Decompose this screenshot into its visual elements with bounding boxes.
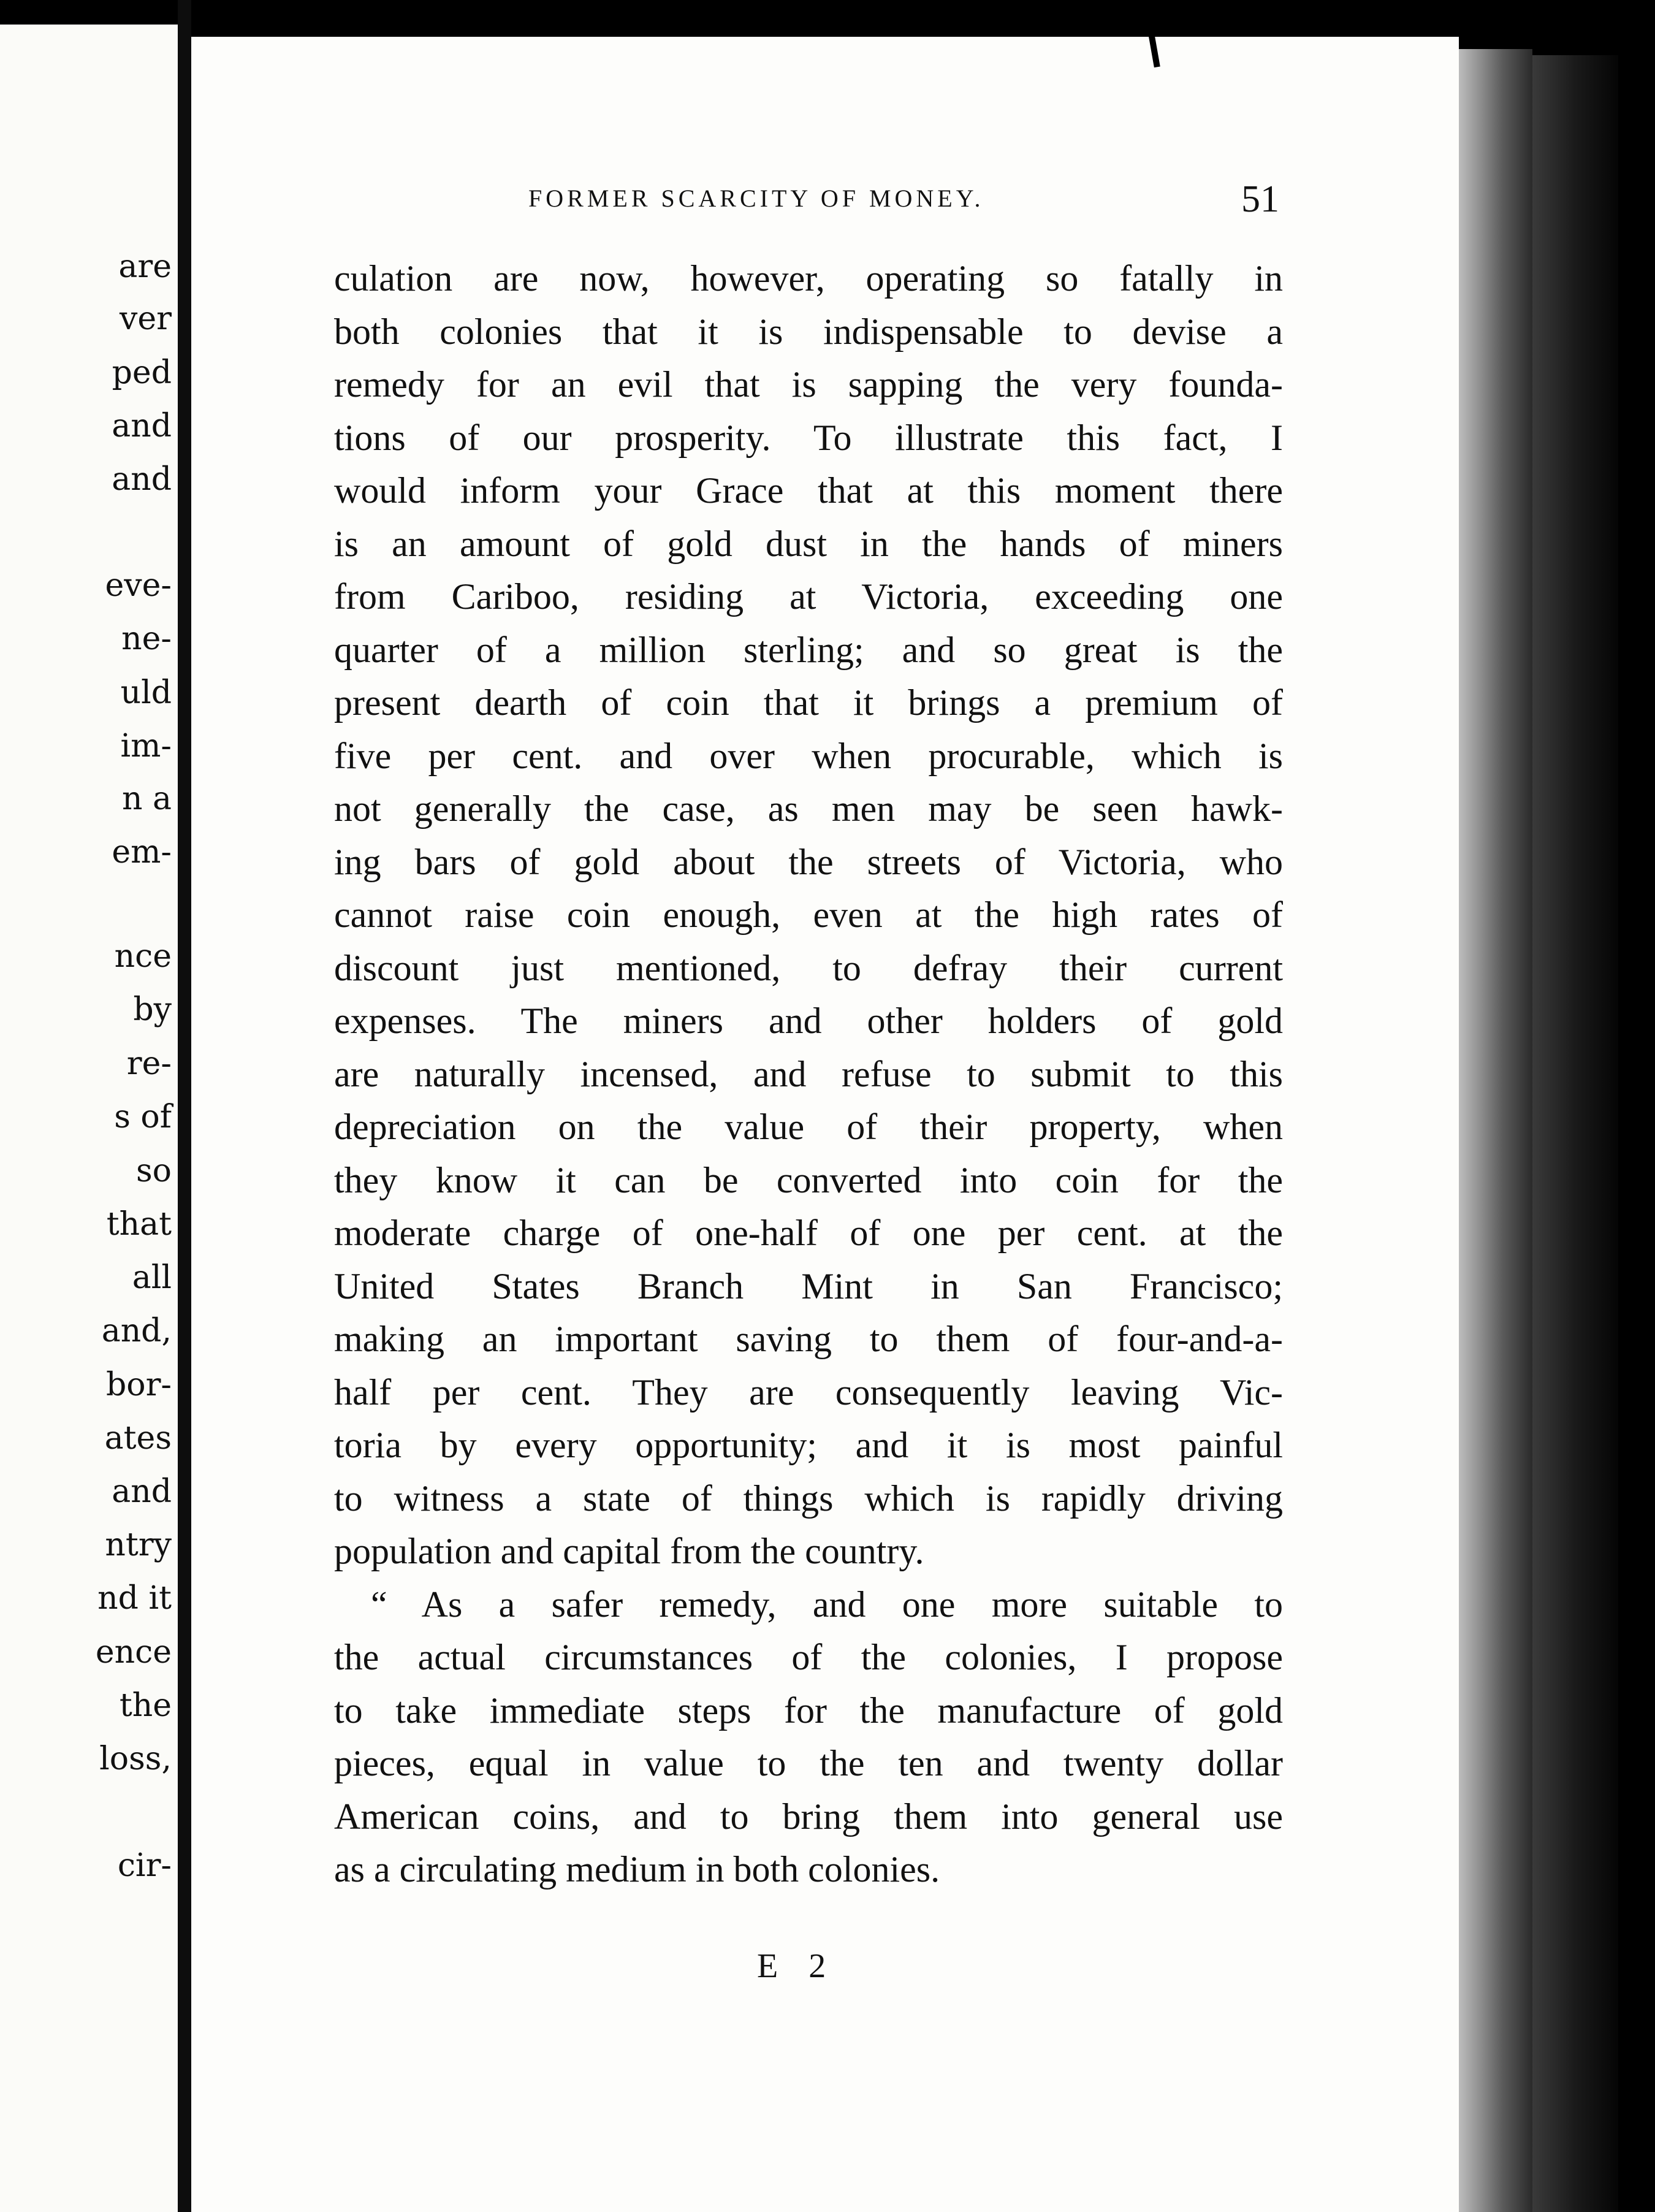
left-page <box>0 25 181 2212</box>
left-page-fragment: n a <box>121 780 172 817</box>
body-line: culation are now, however, operating so fatally in <box>334 258 1283 299</box>
body-line: as a circulating medium in both colonies. <box>334 1849 940 1890</box>
left-page-fragment: nce <box>114 938 172 975</box>
body-line: remedy for an evil that is sapping the very founda- <box>334 364 1283 405</box>
body-line: are naturally incensed, and refuse to submit to this <box>334 1053 1283 1094</box>
left-page-fragment: ntry <box>105 1527 172 1563</box>
body-line: United States Branch Mint in San Francisco; <box>334 1265 1283 1306</box>
body-line: is an amount of gold dust in the hands of miners <box>334 523 1283 564</box>
left-page-fragment: ence <box>95 1634 172 1671</box>
left-page-fragment: re- <box>126 1045 172 1082</box>
page-edge <box>1459 49 1532 2212</box>
body-line: depreciation on the value of their property, when <box>334 1107 1283 1147</box>
left-page-fragment: eve- <box>105 567 172 604</box>
left-page-fragment: so <box>136 1153 172 1189</box>
left-page-fragment: and <box>112 461 172 498</box>
running-head: FORMER SCARCITY OF MONEY. <box>528 185 984 212</box>
body-line: pieces, equal in value to the ten and twenty dollar <box>334 1743 1283 1783</box>
left-page-fragment: cir- <box>117 1847 172 1884</box>
signature-mark: E 2 <box>757 1947 837 1985</box>
body-line: ing bars of gold about the streets of Victoria, who <box>334 841 1283 882</box>
body-line: “ As a safer remedy, and one more suitable to <box>371 1584 1283 1625</box>
left-page-fragment: and, <box>101 1313 172 1349</box>
left-page-fragment: uld <box>120 674 172 711</box>
left-page-fragment: and <box>112 408 172 444</box>
body-line: they know it can be converted into coin for the <box>334 1159 1283 1200</box>
body-line: five per cent. and over when procurable, which is <box>334 735 1283 776</box>
body-line: present dearth of coin that it brings a premium of <box>334 682 1283 723</box>
left-page-fragment: the <box>119 1687 172 1724</box>
left-page-fragment: ne- <box>121 620 172 657</box>
body-line: tions of our prosperity. To illustrate this fact, I <box>334 417 1283 458</box>
body-line: moderate charge of one-half of one per cent. at the <box>334 1213 1283 1253</box>
body-line: discount just mentioned, to defray their current <box>334 947 1283 988</box>
body-line: population and capital from the country. <box>334 1531 924 1571</box>
page-number: 51 <box>1241 178 1279 220</box>
body-line: cannot raise coin enough, even at the high rates of <box>334 894 1283 935</box>
body-line: toria by every opportunity; and it is most painful <box>334 1425 1283 1465</box>
left-page-fragment: that <box>106 1206 172 1243</box>
left-page-fragment: and <box>112 1473 172 1510</box>
body-line: to witness a state of things which is rapidly driving <box>334 1478 1283 1519</box>
body-line: both colonies that it is indispensable to devise a <box>334 311 1283 352</box>
body-line: half per cent. They are consequently leaving Vic- <box>334 1371 1283 1413</box>
left-page-fragment: by <box>133 991 172 1028</box>
book-gutter <box>178 0 191 2212</box>
left-page-fragment: loss, <box>99 1741 172 1777</box>
body-line: making an important saving to them of four-and-a- <box>334 1319 1283 1359</box>
left-page-fragment: em- <box>112 834 172 871</box>
left-page-fragment: ates <box>104 1420 172 1457</box>
body-line: not generally the case, as men may be seen hawk- <box>334 788 1283 829</box>
left-page-fragment: ver <box>119 300 172 337</box>
left-page-fragment: are <box>118 248 172 285</box>
body-line: to take immediate steps for the manufacture of gold <box>334 1690 1283 1731</box>
body-line: would inform your Grace that at this moment there <box>334 470 1283 511</box>
left-page-fragment: im- <box>120 728 172 765</box>
body-line: American coins, and to bring them into general use <box>334 1796 1283 1837</box>
body-line: the actual circumstances of the colonies, I propose <box>334 1637 1283 1677</box>
page-edge-shadow <box>1532 55 1618 2212</box>
left-page-fragment: ped <box>112 354 172 391</box>
left-page-fragment: all <box>132 1259 172 1296</box>
body-line: from Cariboo, residing at Victoria, exceeding one <box>334 576 1283 617</box>
left-page-fragment: s of <box>114 1099 172 1135</box>
body-line: expenses. The miners and other holders of gold <box>334 1001 1283 1041</box>
body-line: quarter of a million sterling; and so great is the <box>334 629 1283 670</box>
left-page-fragment: nd it <box>97 1580 172 1617</box>
left-page-fragment: bor- <box>105 1367 172 1403</box>
